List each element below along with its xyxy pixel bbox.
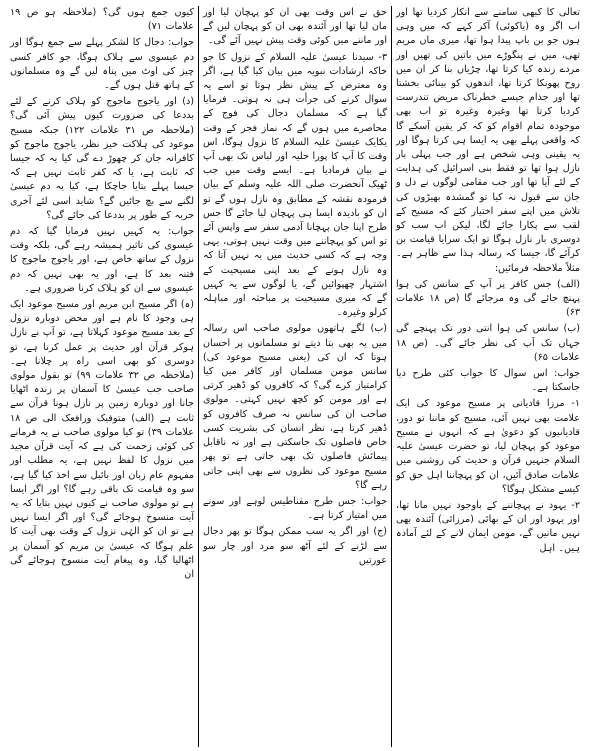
paragraph: کیوں جمع ہوں گی؟ (ملاحظہ ہو ص ۱۹ علامات ۷۱) xyxy=(10,7,194,33)
paragraph: تعالی کا کبھی سامنے سے انکار کردیا تھا اور اب اگر وہ (یاکوئی) آکر کہے کہ میں وہی ہوں جو بن باپ پیدا ہوا تھا، میری ماں مریم تھی، میں نے پنگوڑے میں باتیں کی تھیں اور مردے زندہ کیا کرتا تھا، چڑیاں بنا کر ان میں روح پھونکا کرتا تھا، اندھوں کو بینائی بخشتا تھا اور جذام جیسے خطرناک مریض تندرست کردیا کرتا تھا وغیرہ وغیرہ تو اب بھی موجودہ تمام اقوام کو کہ کر یقین آسکے گا کہ واقعی پہلے بھی یہ ایسا ہی کرتا ہوگا اور یہ یقینی وہی شخص ہے اور جب پہلی بار نازل ہوا تھا تو فقط بنی اسرائیل کی ہدایت کے لئے آیا تھا اور جب مقامی لوگوں نے دل و جان سے قبول نہ کیا تو گمشدہ بھیڑوں کی تلاش میں اپنے سفر اختیار کئے کہ مسیح کے لقب سے پکارا جائے لگا، لیکن اب سب کو دوسری بار نازل ہوگا تو ایک سرایا قیامت بن کرآئے گا، جیسا کہ رسالہ ہذا سے ظاہر ہے۔ مثلاً ملاحظہ فرمائیں: xyxy=(396,7,580,274)
paragraph: جواب: دجال کا لشکر پہلے سے جمع ہوگا اور دم عیسوی سے ہلاک ہوگا، جو کافر کسی چیز کی اوٹ میں پناہ لیں گے وہ مسلمانوں کے ہاتھ قتل ہوں گے۔ xyxy=(10,37,194,92)
paragraph: جواب: یہ کہیں نہیں فرمایا گیا کہ دم عیسوی کی تاثیر ہمیشہ رہے گی، بلکہ وقت نزول کے ساتھ خاص ہے، اور یاجوج ماجوج کا فتنہ بعد کا ہے، اور یہ بھی نہیں کہ دم عیسوی سے ان کو ہلاک کرنا ضروری ہے۔ xyxy=(10,226,194,294)
column-middle xyxy=(198,6,391,747)
column-right xyxy=(391,6,584,747)
paragraph: (الف) جس کافر پر آپ کے سانس کی ہوا پہنچ جائے گی وہ مرجائے گا (ص ۱۸ علامات ۶۳) xyxy=(396,278,580,319)
paragraph: جواب: اس سوال کا جواب کئی طرح دیا جاسکتا ہے۔ xyxy=(396,368,580,394)
column-left xyxy=(6,6,198,747)
text-columns xyxy=(6,6,584,747)
paragraph: جواب: جس طرح مقناطیس لوہے اور سونے میں امتیاز کرتا ہے۔ xyxy=(203,495,387,522)
paragraph: ۱- مرزا قادیانی پر مسیح موعود کی ایک علامت بھی نہیں آئی، مسیح کو ماننا تو دور، قادیانیوں کو دعویٰ ہے کہ انہوں نے مسیح موعود کو پہچان لیا، تو حضرت عیسیٰ علیہ السلام جنہیں قرآن و حدیث کی روشنی میں علامات صادق آئیں، ان کو پہچاننا اہل حق کو کیسے مشکل ہوگا؟ xyxy=(396,398,580,495)
paragraph: (ہ) اگر مسیح ابن مریم اور مسیح موعود ایک ہی وجود کا نام ہے اور محض دوبارہ نزول کے بعد مسیح موعود کہلاتا ہے، تو آپ نے نازل ہوکر قرآن اور حدیث پر عمل کرنا ہے، تو دوسری کو بھی اسی راہ پر چلانا ہے۔ (ملاحظہ ص ۳۲ علامات ۹۹) تو بقول مولوی صاحب جب عیسیٰ کا آسمان پر زندہ اٹھایا جانا اور دوبارہ زمین پر نازل ہونا قرآن سے ثابت ہے (الف) متوفیک ورافعک الی ص ۱۸ علامات ۳۹) تو کیا مولوی صاحب نے یہ فرمانے کی کوئی زحمت کی ہے کہ آیت قرآن مجید میں نزول کا لفظ نہیں ہے، یہ مطلب اور مفہوم عام زبان اور بائبل سے اخذ کیا گیا ہے، سو وہ قیامت تک باقی رہے گا؟ اور اگر ایسا ہے تو مولوی صاحب نے کیوں نہیں بتایا کہ یہ آیت منسوخ ہوجائے گی؟ اور اگر ایسا نہیں ہے تو ان کو الہٰی نزول کے وقت بھی آیت کا علم ہوگا کہ عیسیٰ بن مریم کو آسمان پر اٹھالیا گیا، وہ پیغام آیت منسوخ ہوجائے گی ان xyxy=(10,299,195,580)
paragraph: (د) اور یاجوج ماجوج کو ہلاک کرنے کے لئے بددعا کی ضرورت کیوں پیش آئی گی؟ (ملاحظہ ص ۳۱ علامات ۱۲۲) جبکہ مسیح موعود کی ہلاکت خیز نظر، یاجوج ماجوج کو کافرانہ جان کر چھوڑ دے گی کیا یہ کہ جیسا کہ ثابت ہے، یا کہ کفر ثابت نہیں ہے کہ جیسا پہلے بتایا جاچکا ہے، کیا یہ دم عیسیٰ لگنے سے بچ جائیں گے؟ شاید اسی لئے آخری حربہ کے طور پر بددعا کی جائے گی؟ xyxy=(10,96,194,221)
paragraph: (ب) لگے ہاتھوں مولوی صاحب اس رسالہ میں یہ بھی بتا دیتے تو مسلمانوں پر احسان ہوتا کہ ان کی (یعنی مسیح موعود کی) سانس مومن مسلمان اور کافر میں کیا کرامتیاز کرے گی؟ کہ کافروں کو ڈھیر کرتی ہے اور مومن کو کچھ نہیں کہتی۔ مولوی صاحب ان کی سانس نہ صرف کافروں کو ڈھیر کرتا ہے، نظر انسان کی بشریت کسی خاص فاصلوں تک جاسکتی ہے اور نہ ناقابل پیمائش فاصلوں تک بھی جاتی ہے تو پھر مسیح موعود کی نظروں سے بھی اپنی جاتی رہے گا؟ xyxy=(203,323,387,491)
paragraph: (ب) سانس کی ہوا انتی دور تک پہنچے گی جہاں تک آپ کی نظر جائے گی۔ (ص ۱۸ علامات ۶۵) xyxy=(396,323,580,363)
paragraph: ۲- یہود نے پہچاننے کے باوجود نہیں مانا تھا، اور یہود اور ان کے بھائی (مرزائی) آئندہ بھی نہیں مانیں گے، مومن ایمان لانے کے لئے آمادہ ہیں۔ اہل xyxy=(396,499,580,554)
paragraph: (ج) اور اگر یہ سب ممکن ہوگا تو پھر دجال سے لڑنے کے لئے آٹھ سو مرد اور چار سو عورتیں xyxy=(203,526,387,566)
paragraph: ۳- سیدنا عیسیٰ علیہ السلام کے نزول کا جو خاکہ ارشادات نبویہ میں بیان کیا گیا ہے، اگر وہ معترض کے پیش نظر ہوتا تو اسے یہ سوال کرنے کی جرأت ہی نہ ہوتی۔ فرمایا گیا ہے کہ مسلمان دجال کی فوج کے محاصرے میں ہوں گے کہ نماز فجر کے وقت یکایک عیسیٰ علیہ السلام کا نزول ہوگا، اس وقت کا آپ کا پورا حلیہ اور لباس تک بھی آپ نے بیان فرمادیا ہے۔ ایسے وقت میں جب ٹھیک آنحضرت صلی اللہ علیہ وسلم کے بیان فرمودہ نقشہ کے مطابق وہ نازل ہوں گے تو ان کو بادیدہ ایسا ہی پہچان لیا جائے گا جس طرح اپنا جان پہچانا آدمی سفر سے واپس آئے تو اس کو پہچاننے میں وقت نہیں ہوتی، یہی وجہ ہے کہ کسی حدیث میں یہ نہیں آتا کہ وہ نازل ہونے کے بعد اپنی مسیحیت کے اشتہار چھپوائیں گے، یا لوگوں سے یہ کہیں گے کہ میری مسیحیت پر مباحثہ اور مباہلہ کرلو وغیرہ۔ xyxy=(203,51,387,319)
paragraph: حق نے اس وقت بھی ان کو پہچان لیا اور مان لیا تھا اور آئندہ بھی ان کو پہچان لیں گے اور ماننے میں کوئی وقت پیش نہیں آئے گی۔ xyxy=(203,7,387,47)
